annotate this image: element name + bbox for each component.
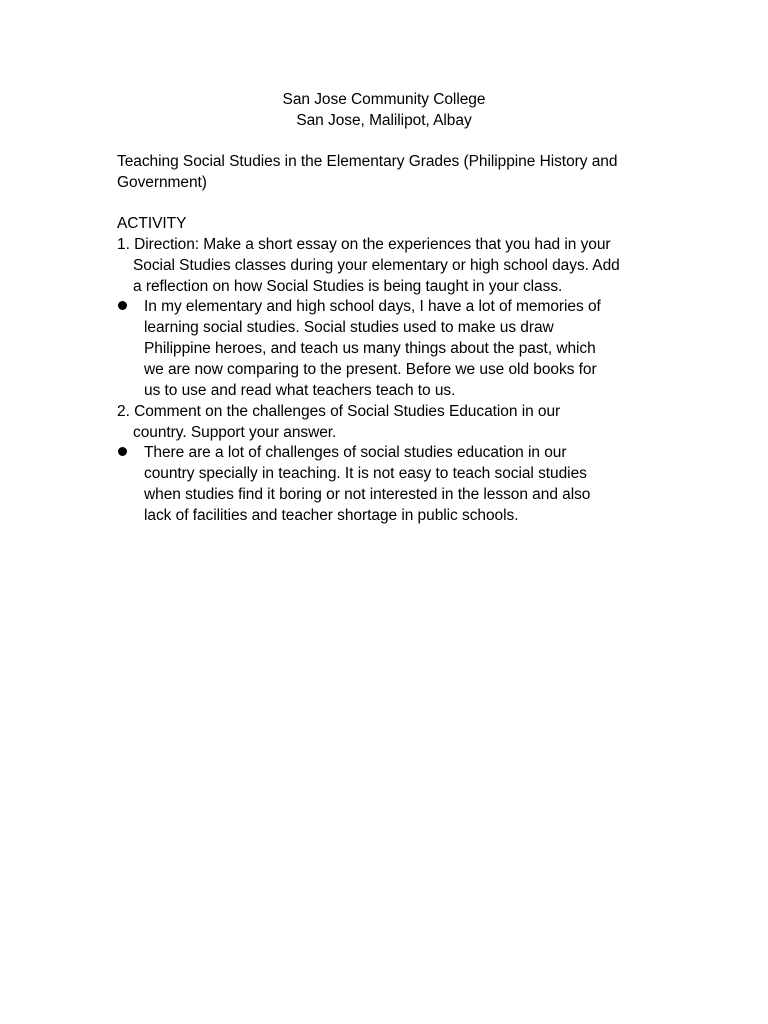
bullet-icon — [118, 301, 127, 310]
answer-1-line: learning social studies. Social studies used to make us draw — [144, 319, 554, 336]
answer-1-line: us to use and read what teachers teach to us. — [144, 382, 456, 399]
question-2-line: country. Support your answer. — [133, 424, 337, 441]
activity-heading: ACTIVITY — [117, 215, 187, 232]
institution-address: San Jose, Malilipot, Albay — [296, 112, 472, 129]
course-title-line: Government) — [117, 174, 207, 191]
bullet-icon — [118, 447, 127, 456]
question-1-line: Social Studies classes during your elementary or high school days. Add — [133, 257, 620, 274]
answer-2-line: country specially in teaching. It is not easy to teach social studies — [144, 465, 587, 482]
question-2-line: 2. Comment on the challenges of Social Studies Education in our — [117, 403, 561, 420]
answer-2-line: lack of facilities and teacher shortage in public schools. — [144, 507, 519, 524]
answer-1-line: In my elementary and high school days, I have a lot of memories of — [144, 298, 601, 315]
answer-2-line: when studies find it boring or not interested in the lesson and also — [144, 486, 591, 503]
institution-name: San Jose Community College — [282, 91, 486, 108]
course-title-line: Teaching Social Studies in the Elementary Grades (Philippine History and — [117, 153, 618, 170]
question-1-line: a reflection on how Social Studies is being taught in your class. — [133, 278, 563, 295]
answer-1-line: Philippine heroes, and teach us many things about the past, which — [144, 340, 596, 357]
answer-2-line: There are a lot of challenges of social studies education in our — [144, 444, 567, 461]
answer-1-line: we are now comparing to the present. Before we use old books for — [144, 361, 597, 378]
question-1-line: 1. Direction: Make a short essay on the experiences that you had in your — [117, 236, 611, 253]
